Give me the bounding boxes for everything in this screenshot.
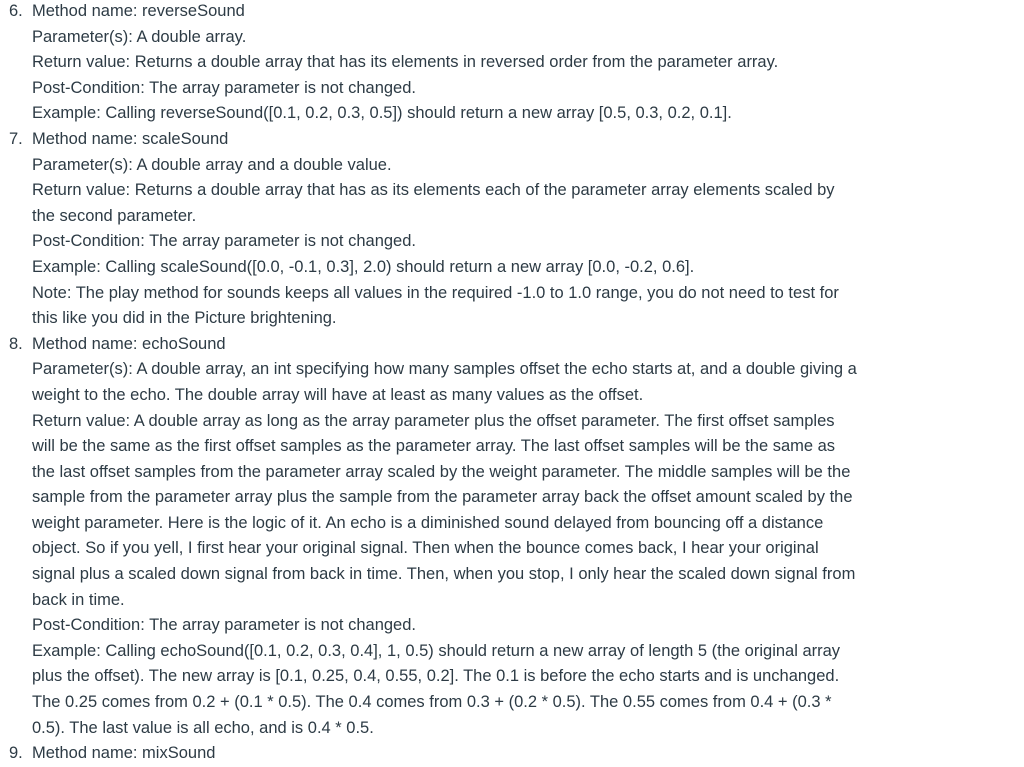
post-condition-text: Post-Condition: The array parameter is not changed. [32, 232, 416, 251]
item-number: 9. [9, 744, 23, 763]
post-condition-text: Post-Condition: The array parameter is not changed. [32, 78, 416, 97]
list-item-7 [0, 127, 1024, 332]
parameters-text: Parameter(s): A double array. [32, 27, 247, 46]
item-number: 8. [9, 334, 23, 353]
post-condition-text: Post-Condition: The array parameter is not changed. [32, 616, 416, 635]
example-text: Example: Calling reverseSound([0.1, 0.2, 0.3, 0.5]) should return a new array [0.5, 0.3, 0.2, 0.1]. [32, 104, 732, 123]
method-name: Method name: reverseSound [32, 2, 245, 20]
list-item-8 [0, 332, 1024, 742]
example-text: Example: Calling echoSound([0.1, 0.2, 0.3, 0.4], 1, 0.5) should return a new array of length 5 (the original array plus the offset). The new array is [0.1, 0.25, 0.4, 0.55, 0.2]. The 0.1 is before the echo starts and is unchanged. The 0.25 comes from 0.2 + (0.1 * 0.5). The 0.4 comes from 0.3 + (0.2 * 0.5). The 0.55 comes from 0.4 + (0.3 * 0.5). The last value is all echo, and is 0.4 * 0.5. [32, 641, 841, 737]
method-name: Method name: echoSound [32, 334, 226, 353]
method-name: Method name: scaleSound [32, 129, 229, 148]
return-value-text: Return value: Returns a double array that has as its elements each of the parameter array elements scaled by the second parameter. [32, 181, 835, 225]
return-value-text: Return value: A double array as long as the array parameter plus the offset parameter. The first offset samples will be the same as the first offset samples as the parameter array. The last offset samples will be the same as the last offset samples from the parameter array scaled by the weight parameter. The middle samples will be the sample from the parameter array plus the sample from the parameter array back the offset amount scaled by the weight parameter. Here is the logic of it. An echo is a diminished sound delayed from bouncing off a distance object. So if you yell, I first hear your original signal. Then when the bounce comes back, I hear your original signal plus a scaled down signal from back in time. Then, when you stop, I only hear the scaled down signal from back in time. [32, 411, 856, 609]
parameters-text: Parameter(s): A double array, an int specifying how many samples offset the echo starts at, and a double giving a weight to the echo. The double array will have at least as many values as the offset. [32, 360, 857, 404]
return-value-text: Return value: Returns a double array that has its elements in reversed order from the parameter array. [32, 53, 779, 72]
method-name: Method name: mixSound [32, 744, 216, 763]
note-text: Note: The play method for sounds keeps all values in the required -1.0 to 1.0 range, you do not need to test for this like you did in the Picture brightening. [32, 283, 839, 328]
parameters-text: Parameter(s): A double array and a double value. [32, 155, 392, 174]
list-item-9 [0, 741, 1024, 767]
example-text: Example: Calling scaleSound([0.0, -0.1, 0.3], 2.0) should return a new array [0.0, -0.2, 0.6]. [32, 257, 695, 276]
item-number: 7. [9, 129, 23, 148]
list-item-6 [0, 0, 1024, 127]
item-number: 6. [9, 2, 23, 20]
